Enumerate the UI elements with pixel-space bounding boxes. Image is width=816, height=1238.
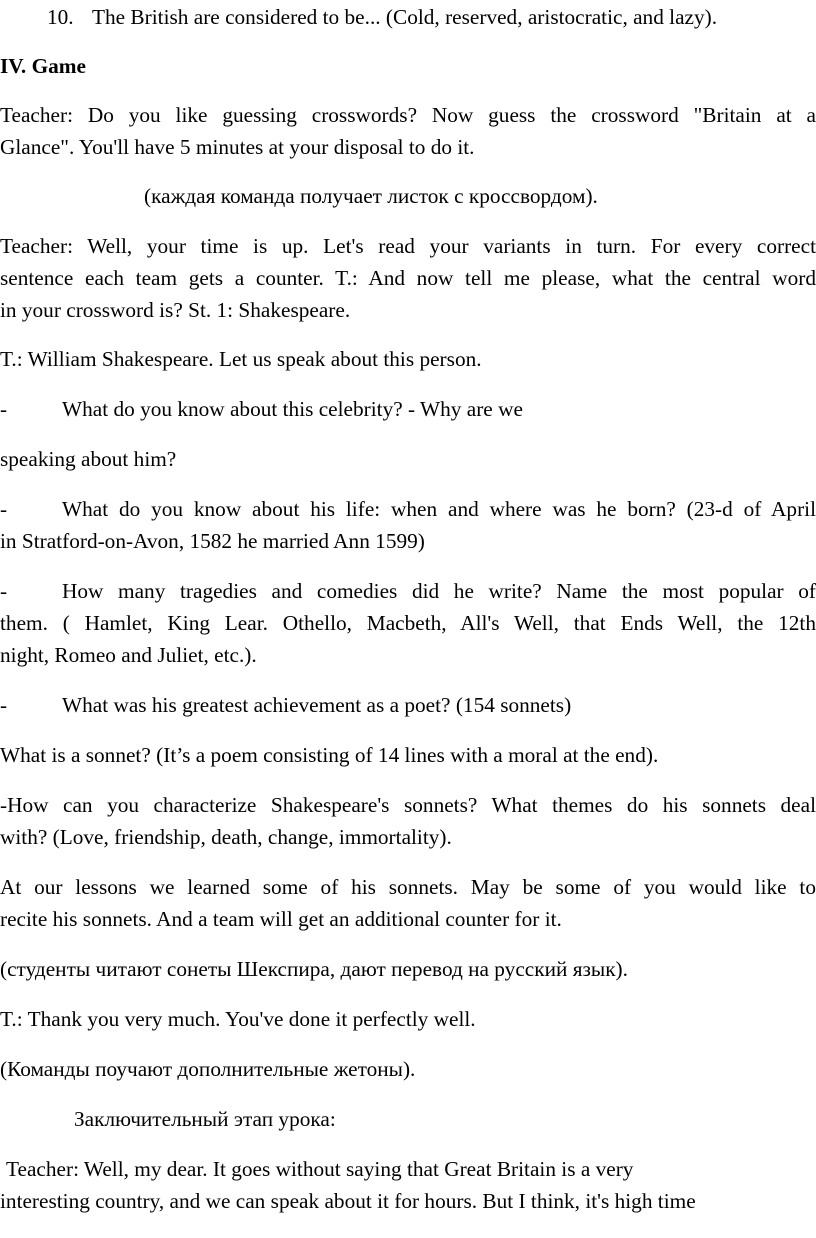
question-tragedies: How many tragedies and comedies did he write? Name the most popular of bbox=[62, 579, 816, 603]
paragraph-thank-you: T.: Thank you very much. You've done it perfectly well. bbox=[0, 1007, 476, 1031]
stage-direction-students-read: (студенты читают сонеты Шекспира, дают перевод на русский язык). bbox=[0, 957, 628, 981]
question-celebrity-continued: speaking about him? bbox=[0, 447, 177, 471]
stage-direction-teams-counters: (Команды поучают дополнительные жетоны). bbox=[0, 1057, 416, 1081]
list-item-10-text: The British are considered to be... (Cold, reserved, aristocratic, and lazy). bbox=[92, 5, 718, 29]
question-life-continued: in Stratford-on-Avon, 1582 he married Ann 1599) bbox=[0, 529, 425, 553]
dash-bullet: - bbox=[0, 693, 8, 717]
paragraph-crossword-line1: Teacher: Do you like guessing crosswords? Now guess the crossword "Britain at a bbox=[0, 103, 816, 127]
question-sonnet-themes-line2: with? (Love, friendship, death, change, immortality). bbox=[0, 825, 452, 849]
section-heading-game: IV. Game bbox=[0, 54, 86, 78]
paragraph-time-up-line2: sentence each team gets a counter. T.: And now tell me please, what the central word bbox=[0, 266, 816, 290]
question-tragedies-continued-1: them. ( Hamlet, King Lear. Othello, Macbeth, All's Well, that Ends Well, the 12th bbox=[0, 611, 816, 635]
list-number-10: 10. bbox=[47, 5, 74, 29]
dash-bullet: - bbox=[0, 397, 8, 421]
question-poet: What was his greatest achievement as a poet? (154 sonnets) bbox=[62, 693, 572, 717]
paragraph-conclusion-line1: Teacher: Well, my dear. It goes without saying that Great Britain is a very bbox=[6, 1157, 634, 1181]
paragraph-sonnet-definition: What is a sonnet? (It’s a poem consisting of 14 lines with a moral at the end). bbox=[0, 743, 659, 767]
question-tragedies-continued-2: night, Romeo and Juliet, etc.). bbox=[0, 643, 257, 667]
paragraph-lessons-line1: At our lessons we learned some of his sonnets. May be some of you would like to bbox=[0, 875, 816, 899]
question-celebrity: What do you know about this celebrity? - Why are we bbox=[62, 397, 523, 421]
paragraph-time-up-line3: in your crossword is? St. 1: Shakespeare. bbox=[0, 298, 351, 322]
question-life: What do you know about his life: when and where was he born? (23-d of April bbox=[62, 497, 816, 521]
paragraph-time-up-line1: Teacher: Well, your time is up. Let's read your variants in turn. For every correct bbox=[0, 234, 816, 258]
stage-direction-crossword: (каждая команда получает листок с кроссвордом). bbox=[144, 184, 598, 208]
dash-bullet: - bbox=[0, 497, 8, 521]
question-sonnet-themes-line1: -How can you characterize Shakespeare's sonnets? What themes do his sonnets deal bbox=[0, 793, 816, 817]
paragraph-william-shakespeare: T.: William Shakespeare. Let us speak about this person. bbox=[0, 347, 482, 371]
paragraph-conclusion-line2: interesting country, and we can speak about it for hours. But I think, it's high time bbox=[0, 1189, 696, 1213]
section-heading-final-stage: Заключительный этап урока: bbox=[74, 1107, 336, 1131]
dash-bullet: - bbox=[0, 579, 8, 603]
paragraph-crossword-line2: Glance". You'll have 5 minutes at your disposal to do it. bbox=[0, 135, 475, 159]
paragraph-lessons-line2: recite his sonnets. And a team will get an additional counter for it. bbox=[0, 907, 562, 931]
